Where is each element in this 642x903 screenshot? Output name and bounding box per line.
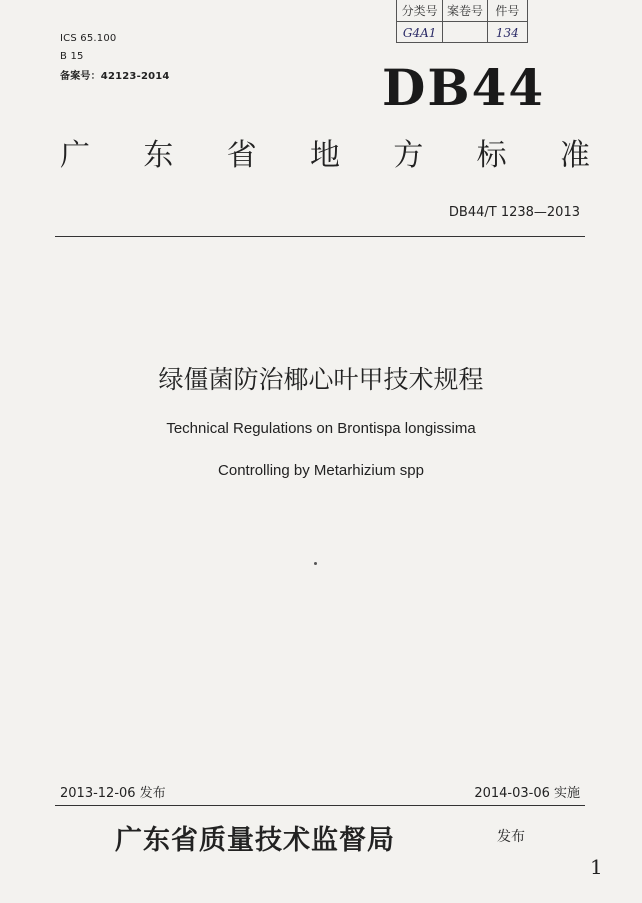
stamp-header-volume: 案卷号 xyxy=(443,0,487,21)
stamp-header-item: 件号 xyxy=(495,4,520,18)
document-title-en-line1: Technical Regulations on Brontispa longissima xyxy=(166,420,476,437)
heading-char: 地 xyxy=(309,138,340,173)
stamp-header-category: 分类号 xyxy=(397,0,443,21)
issuing-authority: 广东省质量技术监督局 xyxy=(115,825,395,856)
archive-stamp xyxy=(396,0,528,43)
record-number: 备案号：42123-2014 xyxy=(60,71,170,82)
page-number: 1 xyxy=(590,855,603,879)
heading-char: 准 xyxy=(559,138,590,173)
heading-char: 广 xyxy=(60,138,90,173)
top-divider xyxy=(55,236,585,237)
issue-date: 2013-12-06 发布 xyxy=(60,786,166,801)
implementation-date: 2014-03-06 实施 xyxy=(474,786,580,801)
stamp-value-category: G4A1 xyxy=(397,22,443,43)
standard-type-heading xyxy=(60,130,590,174)
heading-char: 东 xyxy=(143,138,174,173)
bottom-divider xyxy=(55,805,585,806)
heading-char: 方 xyxy=(393,138,424,173)
document-title-en-line2: Controlling by Metarhizium spp xyxy=(218,462,424,479)
stamp-value-item: 134 xyxy=(495,25,519,40)
ccs-code: B 15 xyxy=(60,51,84,62)
stamp-value-volume xyxy=(443,22,487,43)
ics-code: ICS 65.100 xyxy=(60,33,117,44)
standard-number: DB44/T 1238—2013 xyxy=(448,205,580,220)
heading-char: 标 xyxy=(476,138,507,173)
mark-dot xyxy=(314,562,317,565)
heading-char: 省 xyxy=(226,138,257,173)
document-title-cn: 绿僵菌防治椰心叶甲技术规程 xyxy=(158,365,484,394)
db44-logo: DB44 xyxy=(382,58,546,117)
issue-label: 发布 xyxy=(497,829,525,845)
